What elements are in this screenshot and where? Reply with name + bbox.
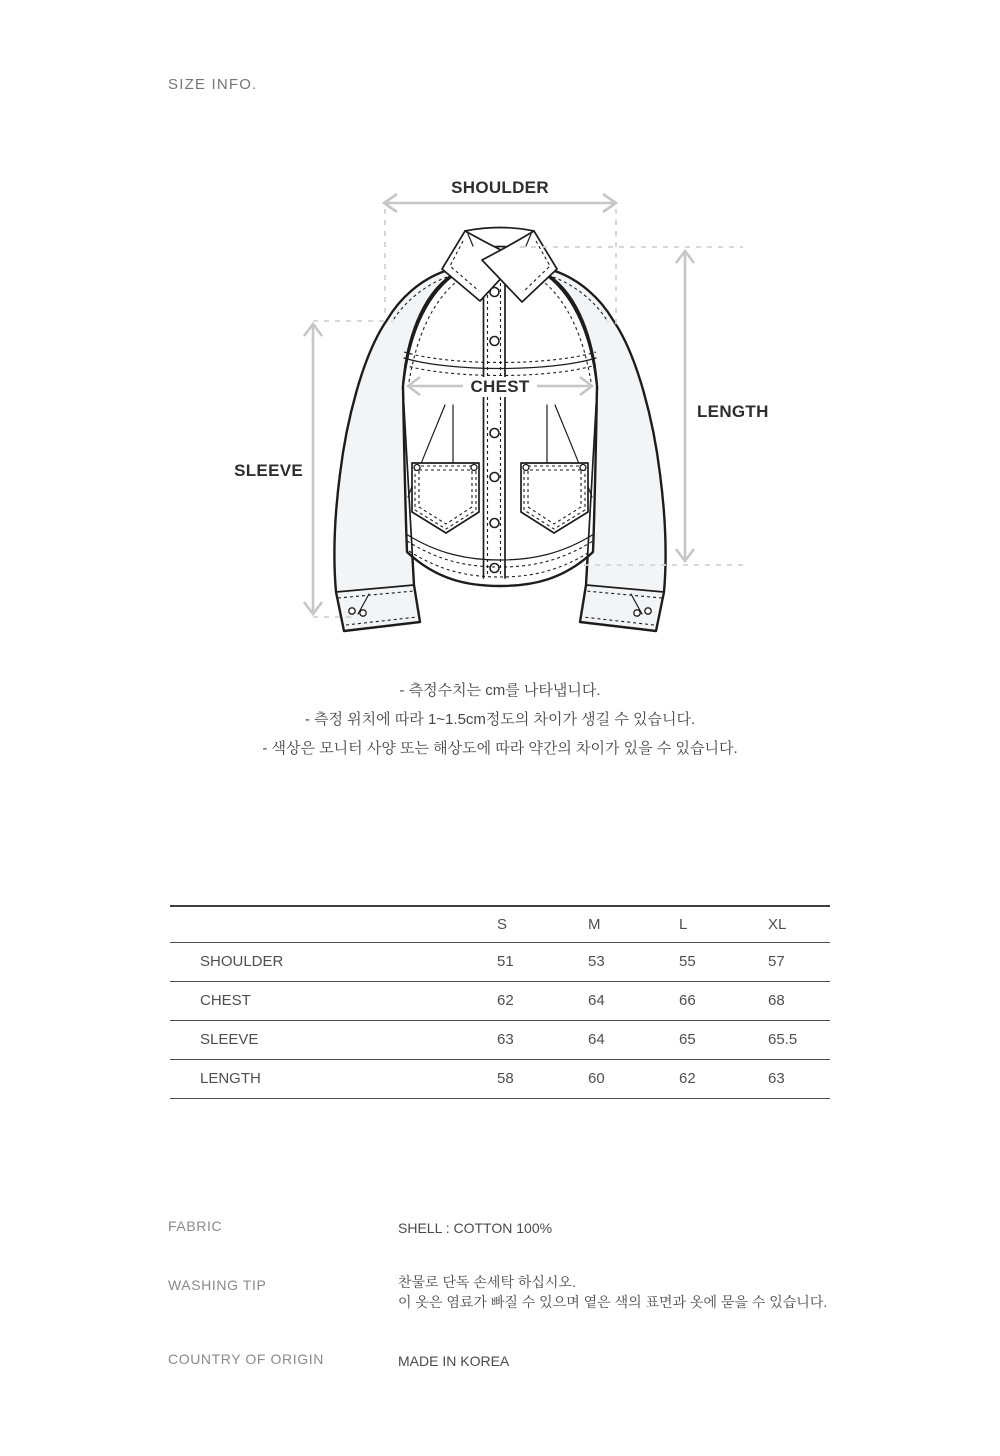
- placket-button: [490, 337, 499, 346]
- washing-tip-line: 이 옷은 염료가 빠질 수 있으며 옅은 색의 표면과 옷에 묻을 수 있습니다.: [398, 1294, 828, 1310]
- cell-value: 58: [497, 1059, 588, 1098]
- row-label: SHOULDER: [170, 942, 497, 981]
- cell-value: 66: [679, 981, 768, 1020]
- note-line: - 색상은 모니터 사양 또는 해상도에 따라 약간의 차이가 있을 수 있습니다.: [262, 740, 738, 757]
- cell-value: 62: [497, 981, 588, 1020]
- country-of-origin-value: MADE IN KOREA: [398, 1353, 510, 1369]
- note-line: - 측정 위치에 따라 1~1.5cm정도의 차이가 생길 수 있습니다.: [304, 711, 696, 728]
- placket-button: [490, 429, 499, 438]
- size-table: [170, 905, 830, 1099]
- row-label: SLEEVE: [170, 1020, 497, 1059]
- shoulder-measure-label: SHOULDER: [451, 178, 549, 197]
- size-column-header: L: [679, 906, 768, 942]
- table-row: [170, 1020, 830, 1059]
- fabric-label: FABRIC: [168, 1218, 223, 1234]
- right-cuff-button: [645, 608, 651, 614]
- length-measure-label: LENGTH: [697, 402, 769, 421]
- cell-value: 55: [679, 942, 768, 981]
- cell-value: 64: [588, 981, 679, 1020]
- cell-value: 60: [588, 1059, 679, 1098]
- right-pocket-rivet: [523, 465, 529, 471]
- left-cuff-button: [349, 608, 355, 614]
- fabric-value: SHELL : COTTON 100%: [398, 1220, 553, 1236]
- placket-button: [490, 473, 499, 482]
- washing-tip-label: WASHING TIP: [168, 1277, 267, 1293]
- size-table-header-row: [170, 906, 830, 942]
- table-row: [170, 1059, 830, 1098]
- cell-value: 53: [588, 942, 679, 981]
- size-column-header: XL: [768, 906, 830, 942]
- washing-tip-value: [398, 1272, 827, 1312]
- sleeve-measure-label: SLEEVE: [234, 461, 303, 480]
- row-label: CHEST: [170, 981, 497, 1020]
- cell-value: 63: [768, 1059, 830, 1098]
- table-row: [170, 942, 830, 981]
- placket-button: [490, 564, 499, 573]
- right-pocket-rivet: [580, 465, 586, 471]
- country-of-origin-label: COUNTRY OF ORIGIN: [168, 1351, 324, 1367]
- row-label: LENGTH: [170, 1059, 497, 1098]
- left-pocket-rivet: [414, 465, 420, 471]
- cell-value: 62: [679, 1059, 768, 1098]
- page-title: SIZE INFO.: [168, 76, 258, 93]
- left-pocket-rivet: [471, 465, 477, 471]
- cell-value: 64: [588, 1020, 679, 1059]
- table-row: [170, 981, 830, 1020]
- cell-value: 65: [679, 1020, 768, 1059]
- size-column-header: M: [588, 906, 679, 942]
- chest-measure-label: CHEST: [463, 377, 536, 397]
- cell-value: 63: [497, 1020, 588, 1059]
- note-line: - 측정수치는 cm를 나타냅니다.: [399, 682, 601, 699]
- size-column-header: S: [497, 906, 588, 942]
- placket-button: [490, 519, 499, 528]
- right-cuff-button: [634, 610, 640, 616]
- cell-value: 65.5: [768, 1020, 830, 1059]
- cell-value: 68: [768, 981, 830, 1020]
- left-cuff-button: [360, 610, 366, 616]
- cell-value: 51: [497, 942, 588, 981]
- cell-value: 57: [768, 942, 830, 981]
- measurement-notes: [0, 676, 1000, 763]
- washing-tip-line: 찬물로 단독 손세탁 하십시오.: [398, 1274, 576, 1290]
- size-table-corner-cell: [170, 906, 497, 942]
